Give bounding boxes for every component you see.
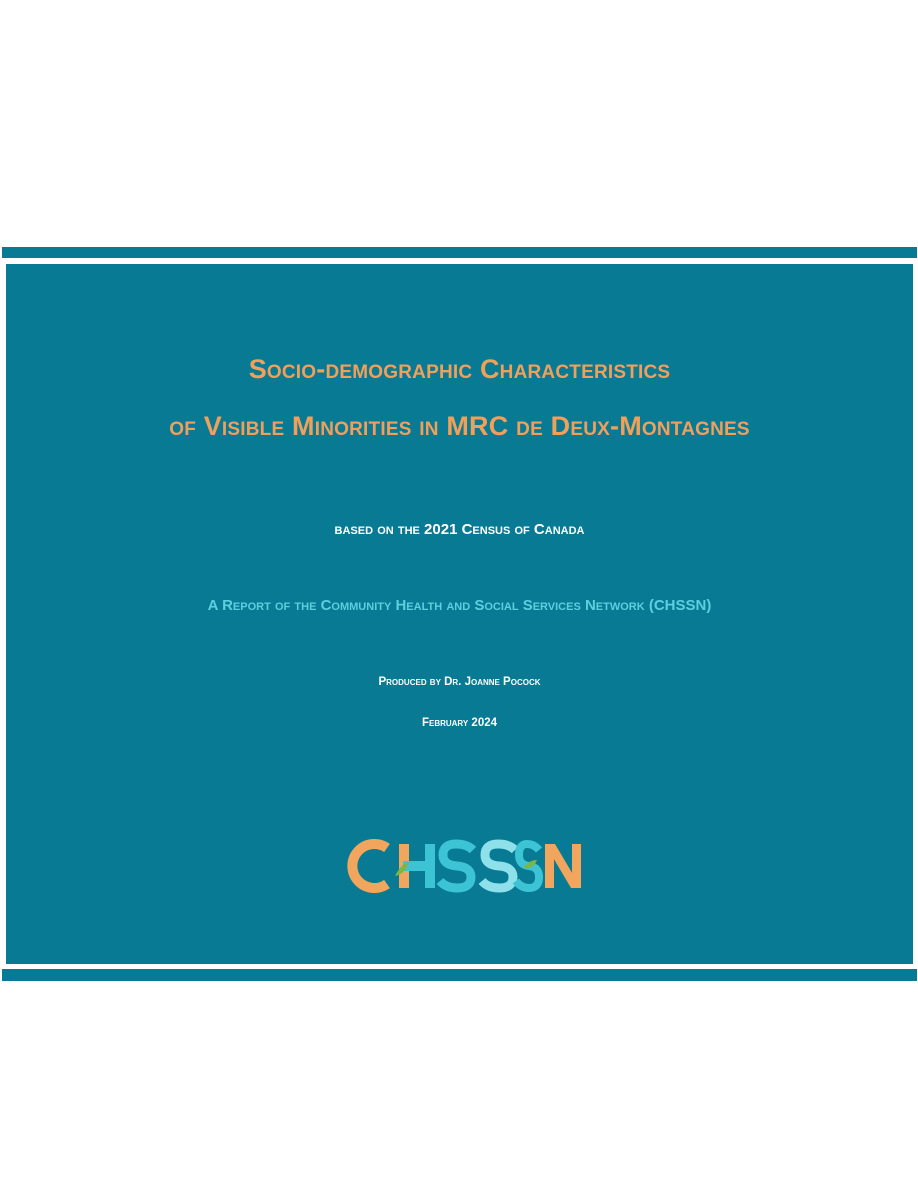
cover-panel xyxy=(6,264,913,964)
subtitle: based on the 2021 Census of Canada xyxy=(334,521,585,538)
bottom-border-rule xyxy=(2,969,917,981)
title-line-2: of Visible Minorities in MRC de Deux-Montagnes xyxy=(169,411,750,441)
title-line-1: Socio-demographic Characteristics xyxy=(248,354,671,384)
publication-date: February 2024 xyxy=(421,717,498,729)
top-border-rule xyxy=(2,247,917,258)
chssn-logo xyxy=(343,838,583,894)
report-attribution: A Report of the Community Health and Social Services Network (CHSSN) xyxy=(207,597,712,614)
author-credit: Produced by Dr. Joanne Pocock xyxy=(378,676,541,688)
